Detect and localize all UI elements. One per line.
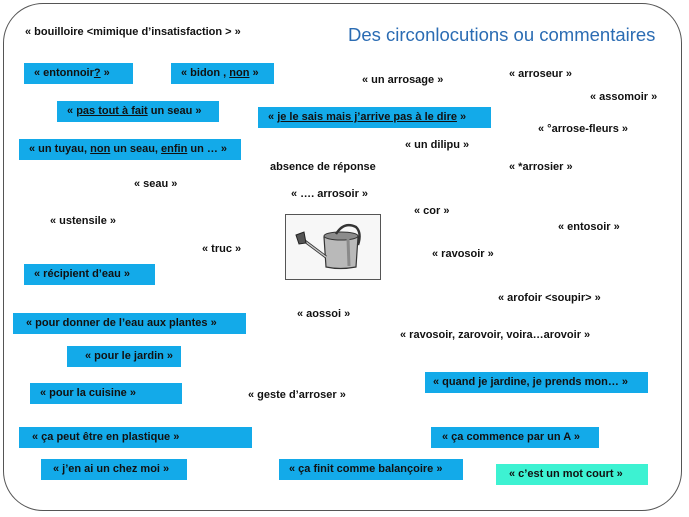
text-assomoir: « assomoir » bbox=[590, 91, 658, 103]
text-arrose-fleurs: « °arrose-fleurs » bbox=[538, 123, 628, 135]
text-arofoir: « arofoir <soupir> » bbox=[498, 292, 601, 304]
text-bouilloire: « bouilloire <mimique d’insatisfaction > » bbox=[25, 26, 241, 38]
text-arrosier: « *arrosier » bbox=[509, 161, 573, 173]
box-recipient: « récipient d’eau » bbox=[24, 264, 155, 285]
text-ustensile: « ustensile » bbox=[50, 215, 117, 227]
text-cor: « cor » bbox=[414, 205, 450, 217]
text-dilipu: « un dilipu » bbox=[405, 139, 470, 151]
page-title: Des circonlocutions ou commentaires bbox=[348, 24, 656, 45]
text-arroseur: « arroseur » bbox=[509, 68, 572, 80]
text-entosoir: « entosoir » bbox=[558, 221, 620, 233]
box-commence: « ça commence par un A » bbox=[431, 427, 599, 448]
text-geste: « geste d’arroser » bbox=[248, 389, 346, 401]
text-ravosoir: « ravosoir » bbox=[432, 248, 494, 260]
text-truc: « truc » bbox=[202, 243, 242, 255]
box-tuyau: « un tuyau, non un seau, enfin un … » bbox=[19, 139, 241, 160]
watering-can-icon bbox=[286, 215, 380, 279]
box-chez-moi: « j’en ai un chez moi » bbox=[41, 459, 187, 480]
text-seau: « seau » bbox=[134, 178, 178, 190]
box-cuisine: « pour la cuisine » bbox=[30, 383, 182, 404]
box-mot-court: « c’est un mot court » bbox=[496, 464, 648, 485]
text-arrosage: « un arrosage » bbox=[362, 74, 444, 86]
text-arrosoir: « …. arrosoir » bbox=[291, 188, 369, 200]
box-bidon: « bidon , non » bbox=[171, 63, 274, 84]
box-plastique: « ça peut être en plastique » bbox=[19, 427, 252, 448]
box-je-le-sais: « je le sais mais j’arrive pas à le dire » bbox=[258, 107, 491, 128]
box-plantes: « pour donner de l’eau aux plantes » bbox=[13, 313, 246, 334]
text-absence: absence de réponse bbox=[270, 161, 376, 173]
box-balancoire: « ça finit comme balançoire » bbox=[279, 459, 463, 480]
box-pas-tout-a-fait: « pas tout à fait un seau » bbox=[57, 101, 219, 122]
box-jardine: « quand je jardine, je prends mon… » bbox=[425, 372, 648, 393]
text-ravosoir-list: « ravosoir, zarovoir, voira…arovoir » bbox=[400, 329, 591, 341]
text-aossoi: « aossoi » bbox=[297, 308, 351, 320]
box-entonnoir: « entonnoir? » bbox=[24, 63, 133, 84]
watering-can-picture bbox=[285, 214, 381, 280]
box-jardin: « pour le jardin » bbox=[67, 346, 181, 367]
